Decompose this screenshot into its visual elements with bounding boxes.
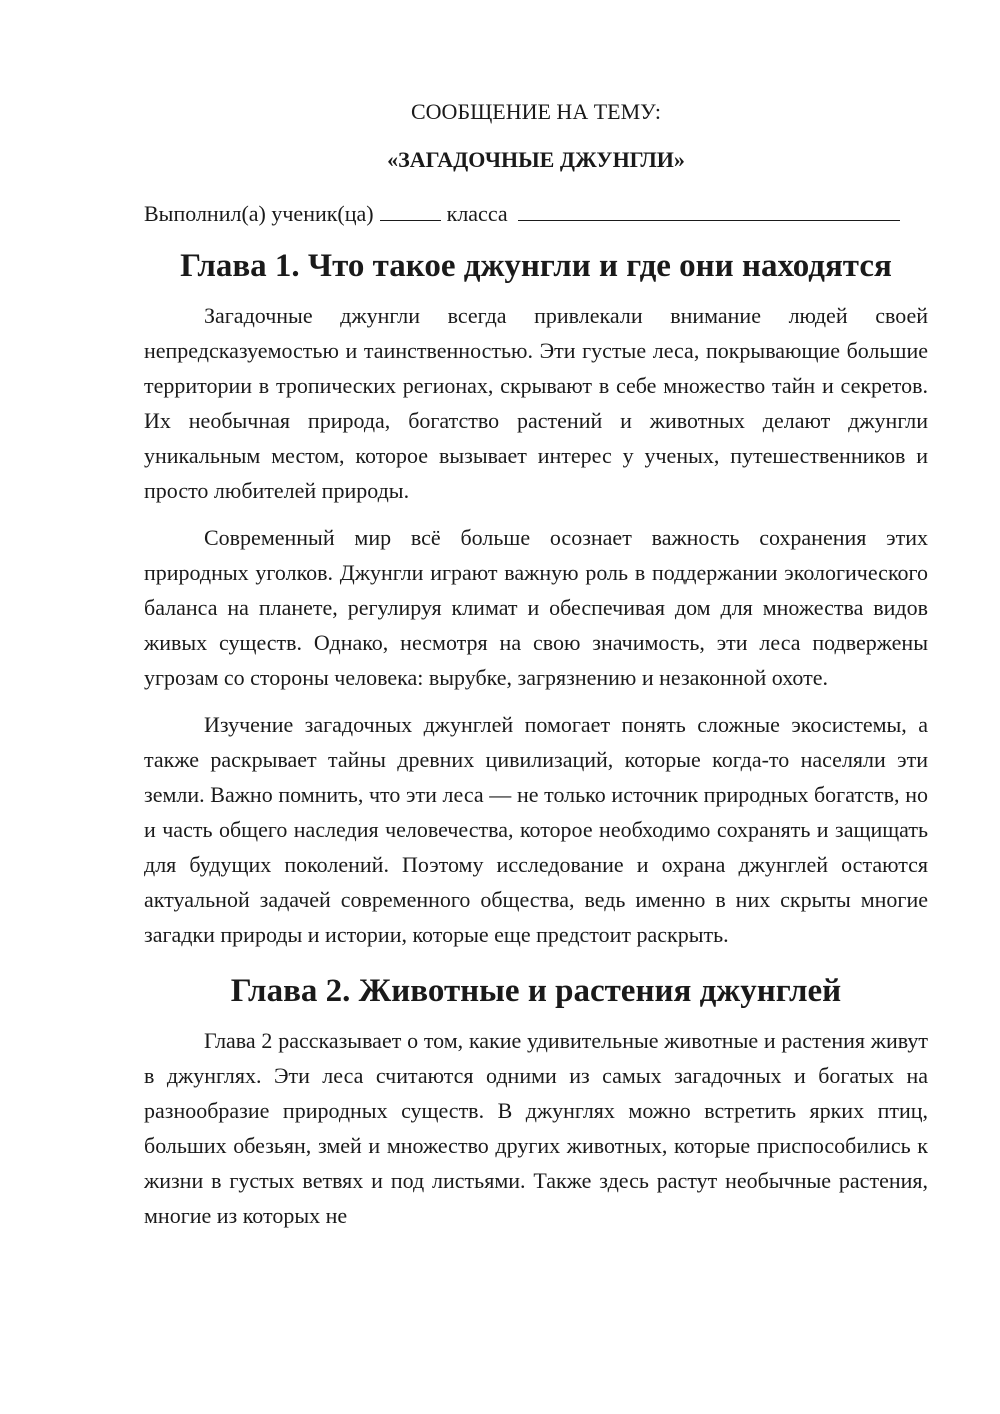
topic-heading: СООБЩЕНИЕ НА ТЕМУ: xyxy=(411,99,661,124)
chapter-1-heading: Глава 1. Что такое джунгли и где они находятся xyxy=(180,248,892,284)
chapter-2-heading: Глава 2. Животные и растения джунглей xyxy=(230,973,842,1009)
document-page xyxy=(144,92,928,1233)
chapter-1-paragraph: Изучение загадочных джунглей помогает понять сложные экосистемы, а также раскрывает тайны древних цивилизаций, которые когда-то населяли эти земли. Важно помнить, что эти леса — не только источник природных богатств, но и часть общего наследия человечества, которое необходимо сохранять и защищать для будущих поколений. Поэтому исследование и охрана джунглей остаются актуальной задачей современного общества, ведь именно в них скрыты многие загадки природы и истории, которые еще предстоит раскрыть. xyxy=(144,712,928,947)
document-title: «ЗАГАДОЧНЫЕ ДЖУНГЛИ» xyxy=(387,147,685,172)
chapter-1-paragraph: Современный мир всё больше осознает важность сохранения этих природных уголков. Джунгли играют важную роль в поддержании экологического баланса на планете, регулируя климат и обеспечивая дом для множества видов живых существ. Однако, несмотря на свою значимость, эти леса подвержены угрозам со стороны человека: вырубке, загрязнению и незаконной охоте. xyxy=(144,525,928,690)
chapter-1-paragraph: Загадочные джунгли всегда привлекали внимание людей своей непредсказуемостью и таинственностью. Эти густые леса, покрывающие большие территории в тропических регионах, скрывают в себе множество тайн и секретов. Их необычная природа, богатство растений и животных делают джунгли уникальным местом, которое вызывает интерес у ученых, путешественников и просто любителей природы. xyxy=(144,303,928,503)
chapter-2-paragraph: Глава 2 рассказывает о том, какие удивительные животные и растения живут в джунглях. Эти леса считаются одними из самых загадочных и богатых на разнообразие природных существ. В джунглях можно встретить ярких птиц, больших обезьян, змей и множество других животных, которые приспособились к жизни в густых ветвях и под листьями. Также здесь растут необычные растения, многие из которых не xyxy=(144,1028,928,1228)
name-blank xyxy=(518,196,900,221)
student-byline xyxy=(144,196,928,231)
class-label: класса xyxy=(446,201,508,226)
performed-by-label: Выполнил(а) ученик(ца) xyxy=(144,201,374,226)
grade-blank xyxy=(380,196,441,221)
